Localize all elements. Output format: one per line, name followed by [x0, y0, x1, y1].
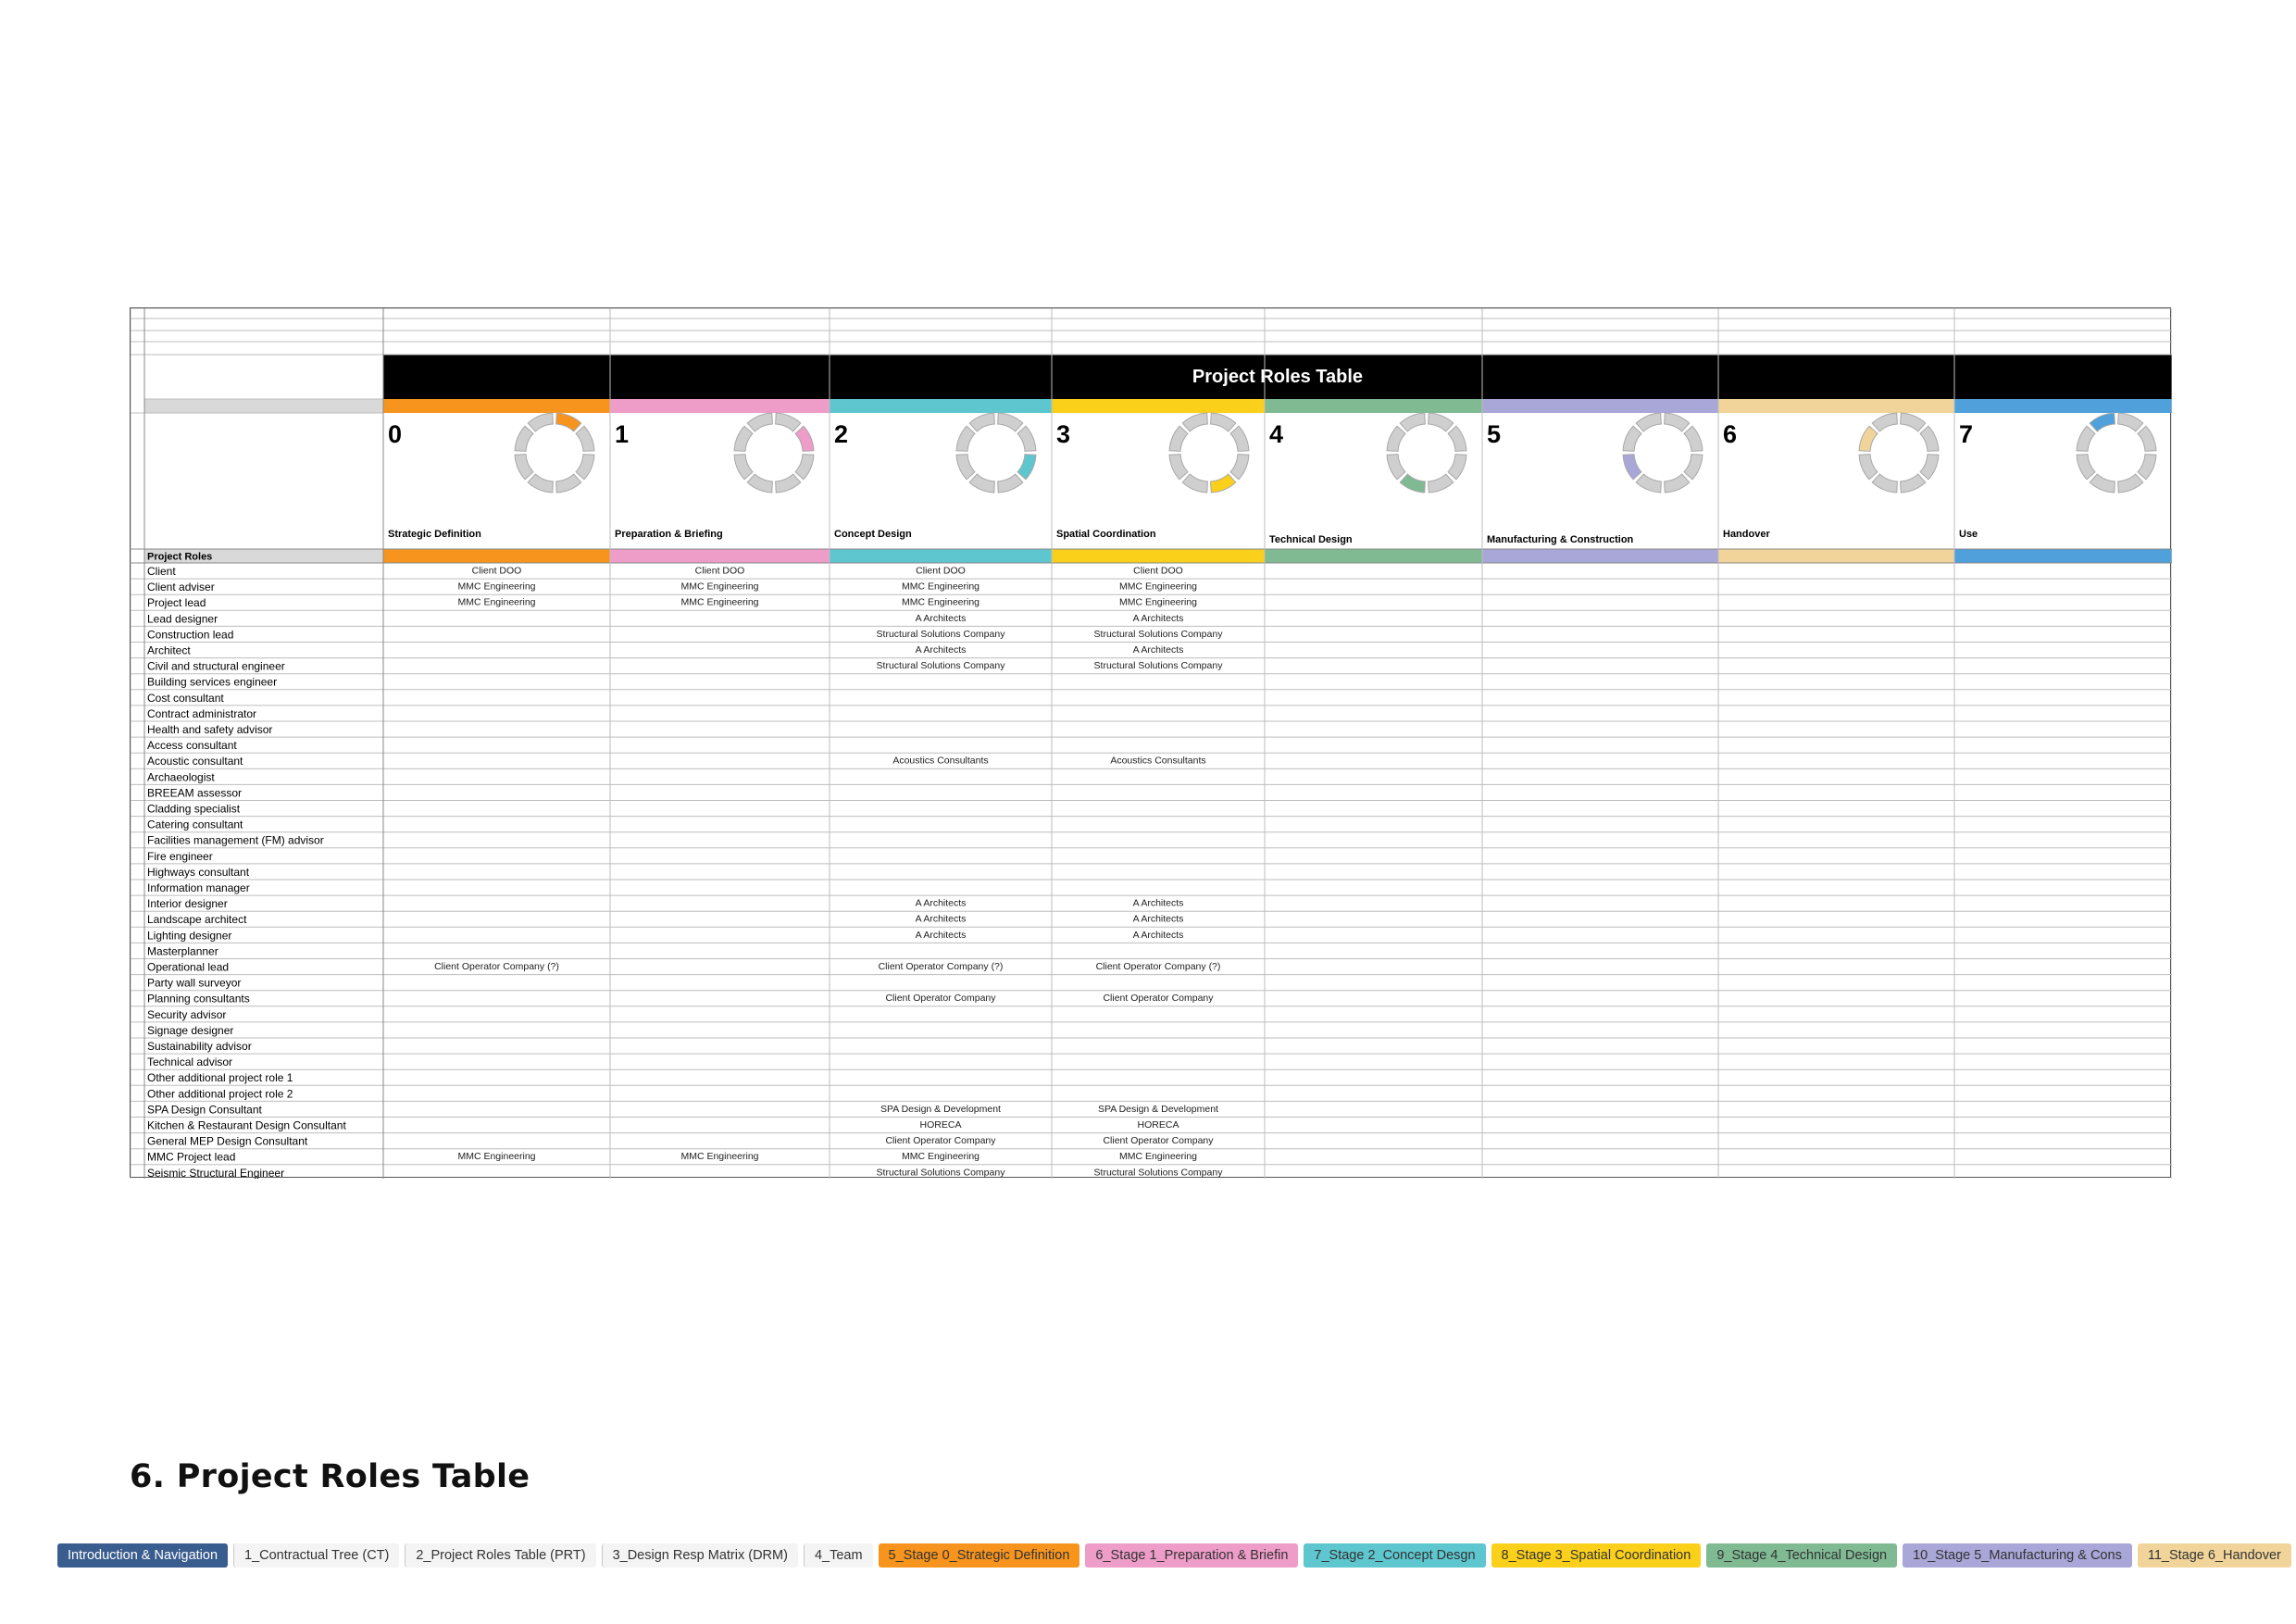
role-label: Highways consultant	[147, 865, 250, 879]
role-label: Archaeologist	[147, 770, 215, 784]
role-label: Cladding specialist	[147, 802, 241, 816]
wheel-segment-active	[1017, 455, 1036, 480]
wheel-segment	[734, 455, 753, 480]
stage-color-band-lower	[1265, 549, 1482, 563]
role-assignment-cell: MMC Engineering	[1118, 1151, 1198, 1163]
wheel-segment-active	[1400, 474, 1425, 493]
stage-color-band-lower	[1718, 549, 1954, 563]
role-assignment-cell: Client Operator Company (?)	[878, 961, 1004, 972]
stage-color-band	[610, 399, 830, 413]
wheel-segment	[1920, 426, 1939, 451]
role-assignment-cell: Client Operator Company (?)	[434, 961, 559, 972]
sheet-tab[interactable]: 7_Stage 2_Concept Desgn	[1304, 1543, 1485, 1568]
stage-number: 3	[1056, 420, 1071, 448]
wheel-segment	[2118, 413, 2143, 431]
role-label: Masterplanner	[147, 944, 218, 958]
roles-band-grey	[144, 399, 383, 413]
role-label: Fire engineer	[147, 849, 213, 863]
role-label: Cost consultant	[147, 691, 224, 705]
role-assignment-cell: MMC Engineering	[901, 581, 980, 593]
wheel-segment	[734, 426, 753, 451]
role-assignment-cell: Structural Solutions Company	[1093, 1167, 1223, 1179]
stage-name: Strategic Definition	[388, 529, 481, 540]
wheel-segment	[1665, 413, 1690, 431]
wheel-segment-active	[2090, 413, 2115, 431]
stage-number: 7	[1959, 420, 1974, 448]
table-title: Project Roles Table	[1192, 367, 1364, 387]
role-label: Signage designer	[147, 1023, 234, 1037]
wheel-segment	[969, 413, 994, 431]
role-assignment-cell: Client Operator Company	[1103, 993, 1214, 1005]
role-label: Landscape architect	[147, 913, 247, 927]
role-label: Party wall surveyor	[147, 976, 242, 990]
role-assignment-cell: A Architects	[1132, 644, 1184, 656]
stage-color-band	[1265, 399, 1482, 413]
wheel-segment	[528, 413, 553, 431]
role-assignment-cell: MMC Engineering	[1118, 581, 1198, 593]
stage-color-band	[383, 399, 610, 413]
role-label: Catering consultant	[147, 818, 243, 831]
sheet-tab[interactable]: 2_Project Roles Table (PRT)	[405, 1543, 595, 1568]
role-label: Access consultant	[147, 739, 237, 753]
role-label: Building services engineer	[147, 675, 278, 689]
wheel-segment	[776, 413, 801, 431]
stage-number: 6	[1723, 420, 1738, 448]
role-assignment-cell: Structural Solutions Company	[1093, 628, 1223, 640]
role-assignment-cell: HORECA	[919, 1119, 962, 1131]
wheel-segment	[969, 474, 994, 493]
project-roles-spreadsheet	[130, 307, 2171, 1178]
stage-name: Concept Design	[834, 529, 912, 540]
role-assignment-cell: MMC Engineering	[680, 581, 759, 593]
wheel-segment	[1623, 426, 1641, 451]
riba-stage-wheel-icon	[734, 413, 814, 493]
riba-stage-wheel-icon	[515, 413, 594, 493]
sheet-tab[interactable]: 5_Stage 0_Strategic Definition	[879, 1543, 1080, 1568]
wheel-segment	[1169, 426, 1188, 451]
role-label: Civil and structural engineer	[147, 659, 285, 673]
wheel-segment	[1387, 426, 1405, 451]
wheel-segment-active	[1859, 426, 1878, 451]
role-assignment-cell: Structural Solutions Company	[876, 1167, 1005, 1179]
wheel-segment	[1448, 426, 1466, 451]
sheet-tab[interactable]: 3_Design Resp Matrix (DRM)	[602, 1543, 798, 1568]
wheel-segment-active	[1211, 474, 1236, 493]
stage-number: 5	[1487, 420, 1502, 448]
stage-number: 1	[615, 420, 630, 448]
wheel-segment	[1230, 455, 1249, 480]
role-assignment-cell: Client DOO	[1133, 565, 1183, 577]
wheel-segment	[795, 455, 814, 480]
role-assignment-cell: A Architects	[915, 929, 967, 941]
wheel-segment-active	[1623, 455, 1641, 480]
wheel-segment	[1182, 474, 1207, 493]
role-assignment-cell: A Architects	[915, 612, 967, 624]
role-assignment-cell: MMC Engineering	[457, 1151, 536, 1163]
wheel-segment-active	[795, 426, 814, 451]
wheel-segment-active	[556, 413, 581, 431]
role-assignment-cell: Client Operator Company (?)	[1095, 961, 1221, 972]
role-assignment-cell: SPA Design & Development	[880, 1103, 1001, 1115]
role-label: Sustainability advisor	[147, 1040, 252, 1053]
sheet-tab[interactable]: 10_Stage 5_Manufacturing & Cons	[1903, 1543, 2132, 1568]
stage-name: Preparation & Briefing	[615, 529, 723, 540]
wheel-segment	[2090, 474, 2115, 493]
role-label: Operational lead	[147, 960, 230, 974]
wheel-segment	[1665, 474, 1690, 493]
role-assignment-cell: Client Operator Company	[1103, 1135, 1214, 1147]
role-assignment-cell: A Architects	[915, 913, 967, 925]
role-assignment-cell: MMC Engineering	[457, 596, 536, 608]
role-label: Project lead	[147, 596, 206, 610]
wheel-segment	[1636, 474, 1661, 493]
wheel-segment	[1182, 413, 1207, 431]
wheel-segment	[1400, 413, 1425, 431]
wheel-segment	[998, 474, 1023, 493]
wheel-segment	[747, 413, 772, 431]
riba-stage-wheel-icon	[1859, 413, 1939, 493]
wheel-segment	[576, 455, 594, 480]
role-label: Security advisor	[147, 1007, 227, 1021]
role-assignment-cell: MMC Engineering	[1118, 596, 1198, 608]
stage-name: Use	[1959, 529, 1978, 540]
sheet-tab[interactable]: 11_Stage 6_Handover	[2138, 1543, 2291, 1568]
role-label: BREEAM assessor	[147, 786, 243, 800]
wheel-segment	[1429, 474, 1454, 493]
wheel-segment	[2138, 426, 2156, 451]
role-label: Health and safety advisor	[147, 723, 273, 736]
roles-column-header: Project Roles	[147, 551, 213, 563]
role-label: Other additional project role 1	[147, 1071, 293, 1085]
role-label: General MEP Design Consultant	[147, 1134, 308, 1148]
role-assignment-cell: Client Operator Company	[885, 993, 996, 1005]
role-assignment-cell: A Architects	[1132, 929, 1184, 941]
sheet-tab[interactable]: Introduction & Navigation	[57, 1543, 228, 1568]
wheel-segment	[1169, 455, 1188, 480]
role-label: Kitchen & Restaurant Design Consultant	[147, 1118, 346, 1132]
stage-name: Manufacturing & Construction	[1487, 534, 1634, 545]
role-assignment-cell: Client DOO	[694, 565, 745, 577]
role-label: Acoustic consultant	[147, 755, 243, 768]
roles-table-grid	[131, 308, 2172, 1179]
role-label: Architect	[147, 643, 191, 657]
wheel-segment	[776, 474, 801, 493]
role-label: SPA Design Consultant	[147, 1103, 262, 1117]
role-assignment-cell: A Architects	[915, 897, 967, 909]
role-assignment-cell: Structural Solutions Company	[1093, 660, 1223, 672]
role-assignment-cell: Client Operator Company	[885, 1135, 996, 1147]
role-label: MMC Project lead	[147, 1150, 236, 1164]
role-assignment-cell: MMC Engineering	[680, 596, 759, 608]
stage-color-band-lower	[830, 549, 1052, 563]
wheel-segment	[747, 474, 772, 493]
riba-stage-wheel-icon	[1387, 413, 1466, 493]
role-assignment-cell: MMC Engineering	[457, 581, 536, 593]
role-assignment-cell: MMC Engineering	[680, 1151, 759, 1163]
role-assignment-cell: A Architects	[1132, 897, 1184, 909]
wheel-segment	[1901, 413, 1926, 431]
stage-number: 2	[834, 420, 849, 448]
wheel-segment	[1859, 455, 1878, 480]
wheel-segment	[2077, 455, 2095, 480]
wheel-segment	[1636, 413, 1661, 431]
role-assignment-cell: HORECA	[1137, 1119, 1179, 1131]
wheel-segment	[2077, 426, 2095, 451]
role-label: Client adviser	[147, 581, 215, 594]
wheel-segment	[1230, 426, 1249, 451]
wheel-segment	[1872, 474, 1897, 493]
wheel-segment	[1448, 455, 1466, 480]
wheel-segment	[1901, 474, 1926, 493]
riba-stage-wheel-icon	[1169, 413, 1249, 493]
stage-color-band-lower	[610, 549, 830, 563]
role-label: Lighting designer	[147, 929, 232, 943]
wheel-segment	[1211, 413, 1236, 431]
sheet-tab[interactable]: 6_Stage 1_Preparation & Briefin	[1085, 1543, 1298, 1568]
sheet-tab[interactable]: 1_Contractual Tree (CT)	[233, 1543, 399, 1568]
wheel-segment	[1684, 426, 1703, 451]
role-assignment-cell: MMC Engineering	[901, 1151, 980, 1163]
sheet-tab-bar	[57, 1542, 2281, 1569]
wheel-segment	[998, 413, 1023, 431]
wheel-segment	[956, 426, 975, 451]
role-label: Planning consultants	[147, 992, 250, 1006]
role-assignment-cell: Acoustics Consultants	[892, 755, 989, 767]
riba-stage-wheel-icon	[2077, 413, 2156, 493]
wheel-segment	[1684, 455, 1703, 480]
role-label: Information manager	[147, 881, 250, 894]
stage-color-band	[1954, 399, 2172, 413]
stage-color-band-lower	[1482, 549, 1718, 563]
stage-name: Spatial Coordination	[1056, 529, 1156, 540]
wheel-segment	[1920, 455, 1939, 480]
sheet-tab[interactable]: 4_Team	[804, 1543, 873, 1568]
wheel-segment	[515, 426, 533, 451]
stage-name: Technical Design	[1269, 534, 1353, 545]
role-assignment-cell: Structural Solutions Company	[876, 628, 1005, 640]
wheel-segment	[1017, 426, 1036, 451]
role-assignment-cell: MMC Engineering	[901, 596, 980, 608]
role-assignment-cell: Client DOO	[916, 565, 966, 577]
wheel-segment	[556, 474, 581, 493]
sheet-tab[interactable]: 9_Stage 4_Technical Design	[1706, 1543, 1897, 1568]
role-assignment-cell: Structural Solutions Company	[876, 660, 1005, 672]
sheet-tab[interactable]: 8_Stage 3_Spatial Coordination	[1491, 1543, 1702, 1568]
stage-name: Handover	[1723, 529, 1770, 540]
stage-number: 4	[1269, 420, 1284, 448]
role-label: Seismic Structural Engineer	[147, 1166, 285, 1179]
wheel-segment	[1429, 413, 1454, 431]
wheel-segment	[2138, 455, 2156, 480]
stage-color-band	[1052, 399, 1265, 413]
document-heading: 6. Project Roles Table	[130, 1458, 530, 1495]
role-assignment-cell: A Architects	[915, 644, 967, 656]
stage-color-band-lower	[1052, 549, 1265, 563]
role-label: Lead designer	[147, 612, 218, 626]
riba-stage-wheel-icon	[1623, 413, 1703, 493]
wheel-segment	[576, 426, 594, 451]
stage-number: 0	[388, 420, 403, 448]
wheel-segment	[1387, 455, 1405, 480]
wheel-segment	[528, 474, 553, 493]
role-label: Interior designer	[147, 897, 228, 911]
wheel-segment	[956, 455, 975, 480]
stage-color-band	[1718, 399, 1954, 413]
role-assignment-cell: SPA Design & Development	[1098, 1103, 1218, 1115]
role-label: Client	[147, 565, 176, 578]
role-label: Contract administrator	[147, 706, 257, 720]
role-assignment-cell: A Architects	[1132, 612, 1184, 624]
wheel-segment	[2118, 474, 2143, 493]
role-assignment-cell: Acoustics Consultants	[1110, 755, 1206, 767]
wheel-segment	[515, 455, 533, 480]
wheel-segment	[1872, 413, 1897, 431]
stage-color-band	[1482, 399, 1718, 413]
role-label: Facilities management (FM) advisor	[147, 833, 324, 847]
stage-color-band	[830, 399, 1052, 413]
role-label: Construction lead	[147, 628, 234, 642]
stage-color-band-lower	[383, 549, 610, 563]
role-assignment-cell: Client DOO	[471, 565, 522, 577]
role-assignment-cell: A Architects	[1132, 913, 1184, 925]
role-label: Technical advisor	[147, 1056, 233, 1069]
role-label: Other additional project role 2	[147, 1087, 293, 1101]
stage-color-band-lower	[1954, 549, 2172, 563]
riba-stage-wheel-icon	[956, 413, 1036, 493]
